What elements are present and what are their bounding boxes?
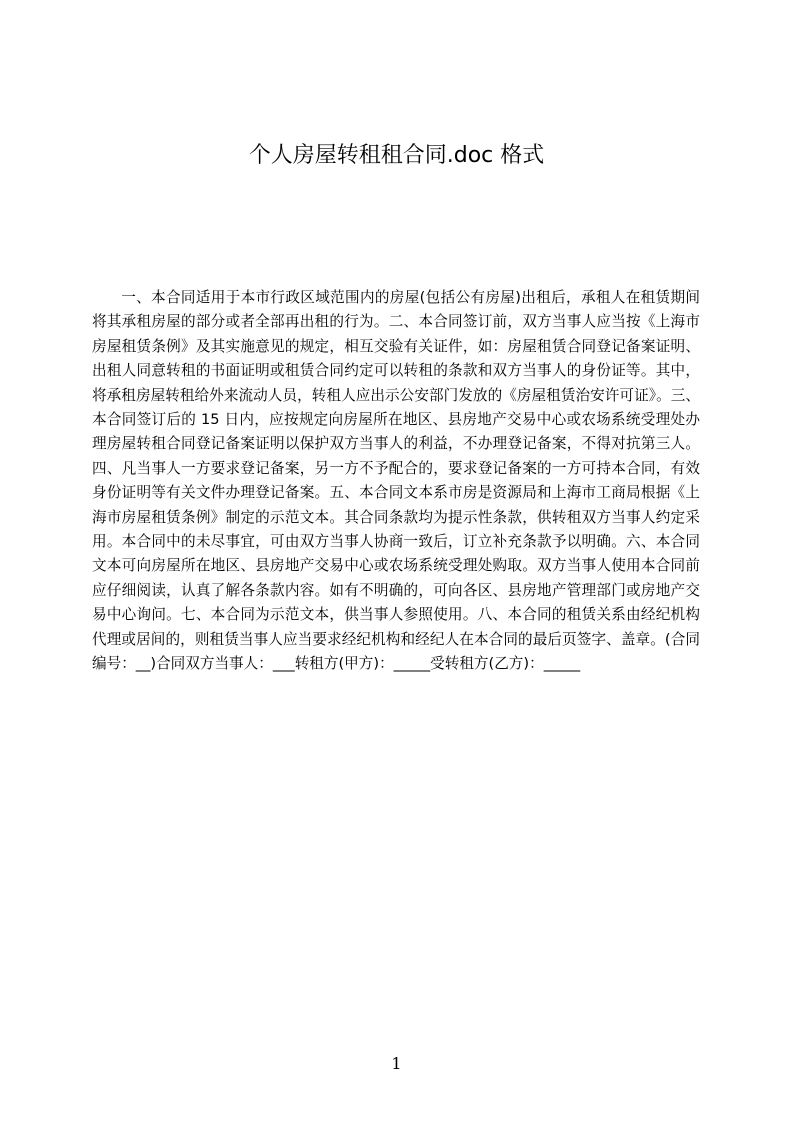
document-title: 个人房屋转租租合同.doc 格式 [248,143,545,168]
page-number: 1 [391,1054,402,1073]
document-body-paragraph: 一、本合同适用于本市行政区域范围内的房屋(包括公有房屋)出租后，承租人在租赁期间将其承租房屋的部分或者全部再出租的行为。二、本合同签订前，双方当事人应当按《上海市房屋租赁条例》及其实施意见的规定，相互交验有关证件，如：房屋租赁合同登记备案证明、出租人同意转租的书面证明或租赁合同约定可以转租的条款和双方当事人的身份证等。其中，将承租房屋转租给外来流动人员，转租人应出示公安部门发放的《房屋租赁治安许可证》。三、本合同签订后的 15 日内，应按规定向房屋所在地区、县房地产交易中心或农场系统受理处办理房屋转租合同登记备案证明以保护双方当事人的利益，不办理登记备案，不得对抗第三人。四、凡当事人一方要求登记备案，另一方不予配合的，要求登记备案的一方可持本合同，有效身份证明等有关文件办理登记备案。五、本合同文本系市房是资源局和上海市工商局根据《上海市房屋租赁条例》制定的示范文本。其合同条款均为提示性条款，供转租双方当事人约定采用。本合同中的未尽事宜，可由双方当事人协商一致后，订立补充条款予以明确。六、本合同文本可向房屋所在地区、县房地产交易中心或农场系统受理处购取。双方当事人使用本合同前应仔细阅读，认真了解各条款内容。如有不明确的，可向各区、县房地产管理部门或房地产交易中心询问。七、本合同为示范文本，供当事人参照使用。八、本合同的租赁关系由经纪机构代理或居间的，则租赁当事人应当要求经纪机构和经纪人在本合同的最后页签字、盖章。(合同编号：__)合同双方当事人：___转租方(甲方)：_____受转租方(乙方)：_____ [92,289,700,673]
